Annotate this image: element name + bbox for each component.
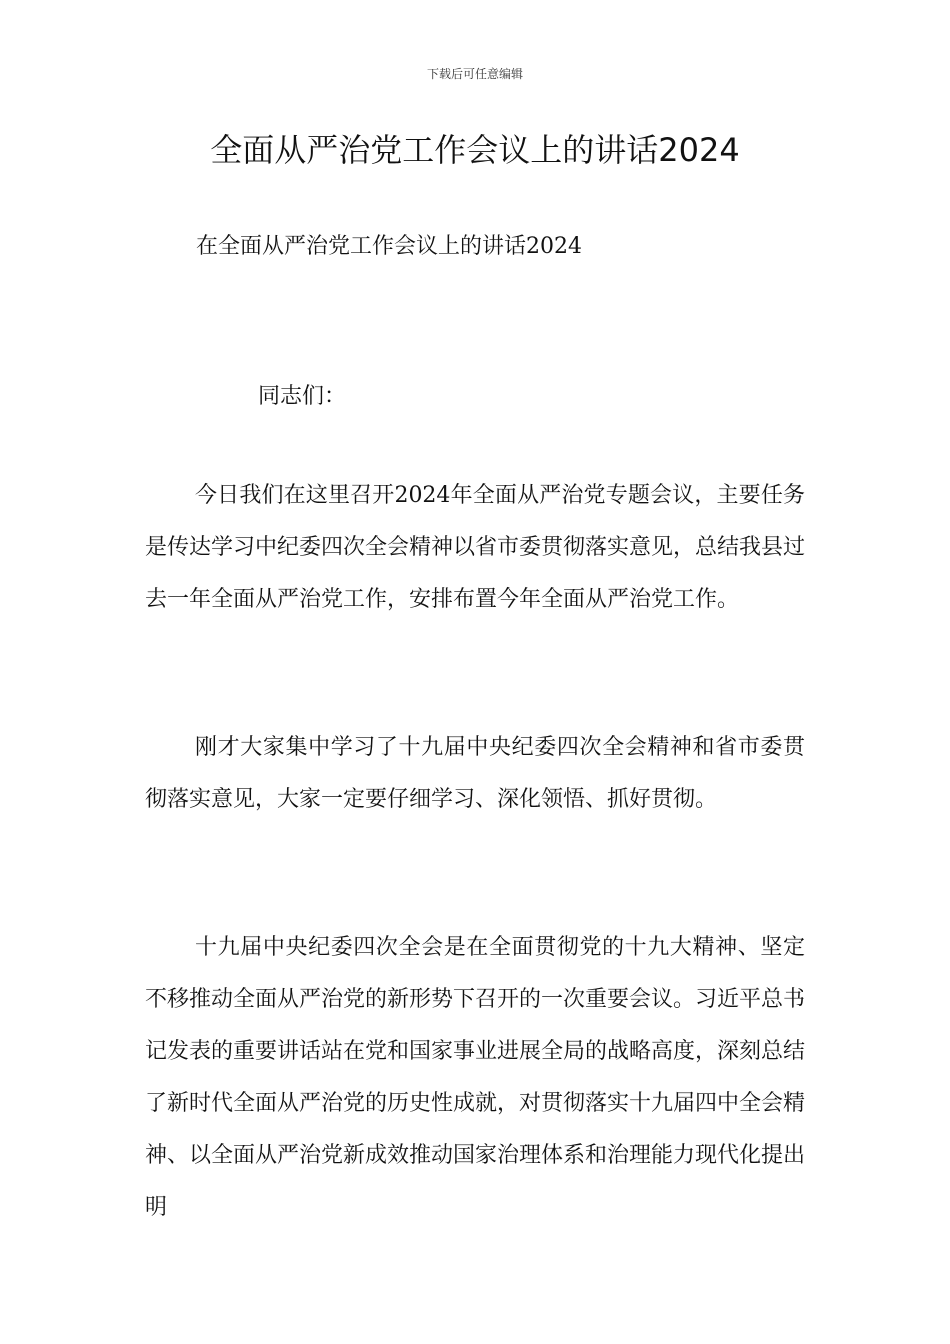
- document-title: 全面从严治党工作会议上的讲话2024: [210, 131, 740, 169]
- body-paragraph: 刚才大家集中学习了十九届中央纪委四次全会精神和省市委贯彻落实意见，大家一定要仔细学习、深化领悟、抓好贯彻。: [145, 735, 805, 812]
- greeting: 同志们：: [258, 384, 347, 409]
- page-header-note: 下载后可任意编辑: [426, 67, 523, 81]
- body-paragraph: 十九届中央纪委四次全会是在全面贯彻党的十九大精神、坚定不移推动全面从严治党的新形势下召开的一次重要会议。习近平总书记发表的重要讲话站在党和国家事业进展全局的战略高度，深刻总结了新时代全面从严治党的历史性成就，对贯彻落实十九届四中全会精神、以全面从严治党新成效推动国家治理体系和治理能力现代化提出明: [145, 935, 806, 1220]
- body-paragraph: 今日我们在这里召开2024年全面从严治党专题会议，主要任务是传达学习中纪委四次全会精神以省市委贯彻落实意见，总结我县过去一年全面从严治党工作，安排布置今年全面从严治党工作。: [145, 483, 806, 612]
- document-subtitle: 在全面从严治党工作会议上的讲话2024: [196, 234, 582, 259]
